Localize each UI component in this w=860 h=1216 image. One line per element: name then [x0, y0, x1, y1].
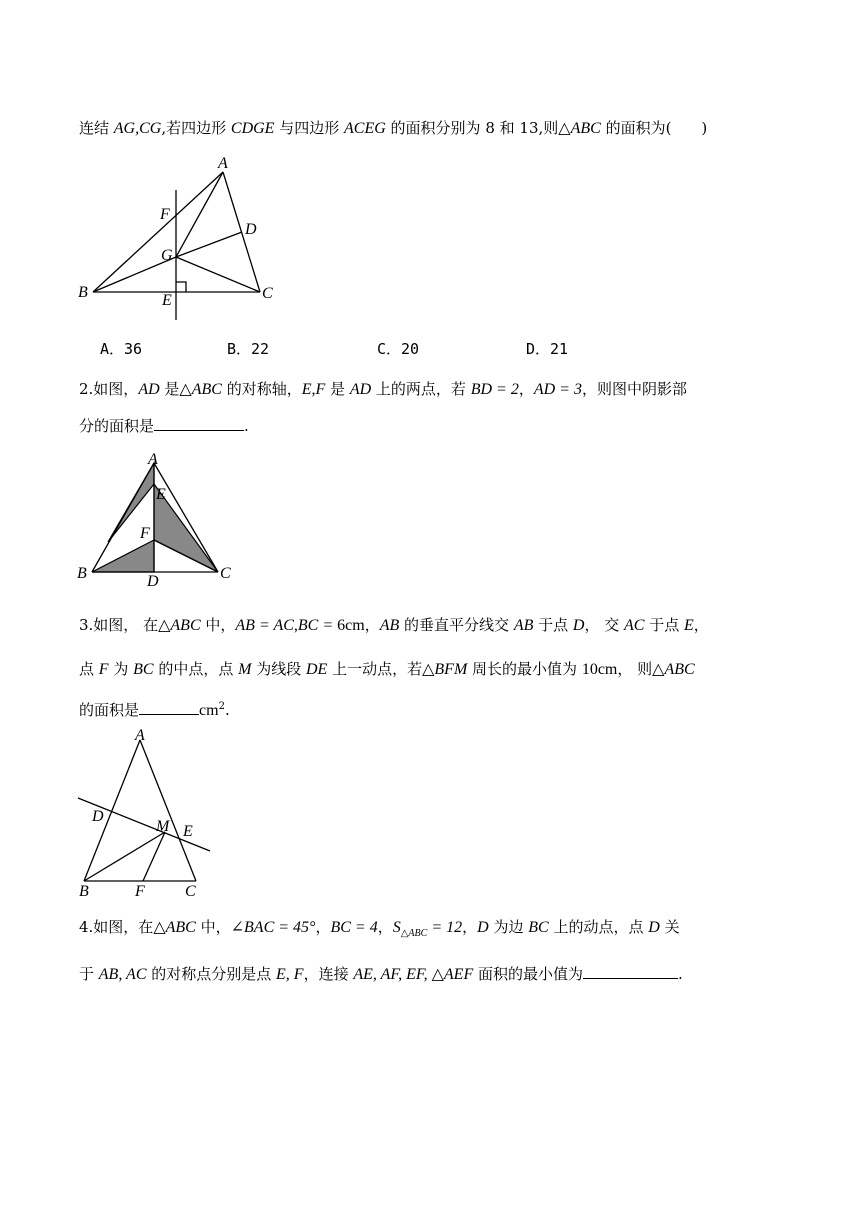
p2-label-E: E	[156, 486, 166, 503]
p3-label-C: C	[185, 883, 196, 900]
p1-label-E: E	[162, 292, 172, 309]
p1-label-C: C	[262, 285, 273, 302]
option-d[interactable]: D．21	[526, 340, 569, 358]
p1-label-A: A	[218, 155, 228, 172]
problem3-statement-line2: 点 F 为 BC 的中点，点 M 为线段 DE 上一动点，若△BFM 周长的最小值为 10cm， 则△ABC	[79, 660, 695, 678]
problem2-statement-line1: 2.如图，AD 是△ABC 的对称轴，E,F 是 AD 上的两点，若 BD = 2，AD = 3，则图中阴影部	[79, 380, 687, 398]
p2-label-D: D	[147, 573, 159, 590]
p2-label-A: A	[148, 451, 158, 468]
option-a[interactable]: A．36	[100, 340, 143, 358]
problem3-statement-line3: 的面积是 $cm^2$.	[79, 701, 230, 719]
p1-label-B: B	[78, 284, 88, 301]
p2-label-B: B	[77, 565, 87, 582]
p3-label-D: D	[92, 808, 104, 825]
problem1-statement: 连结 AG,CG,若四边形 CDGE 与四边形 ACEG 的面积分别为 8 和 13,则△ABC 的面积为( )	[79, 119, 708, 137]
answer-blank[interactable]	[583, 964, 678, 979]
p3-label-E: E	[183, 823, 193, 840]
p3-label-F: F	[135, 883, 145, 900]
option-b[interactable]: B．22	[227, 340, 270, 358]
problem2-statement-line2: 分的面积是 .	[79, 417, 249, 435]
problem3-statement-line1: 3.如图， 在△ABC 中，AB = AC,BC = 6cm，AB 的垂直平分线交 AB 于点 D， 交 AC 于点 E，	[79, 616, 709, 634]
p3-label-M: M	[156, 818, 170, 835]
p3-label-B: B	[79, 883, 89, 900]
problem4-statement-line2: 于 AB, AC 的对称点分别是点 E, F，连接 AE, AF, EF, △AEF 面积的最小值为 .	[79, 965, 683, 983]
problem4-statement-line1: 4.如图，在△ABC 中，∠BAC = 45°，BC = 4，$S_{\triangle ABC} = 12$，D 为边 BC 上的动点，点 D 关	[79, 918, 680, 939]
p2-label-C: C	[220, 565, 231, 582]
p1-label-G: G	[161, 247, 173, 264]
p1-label-F: F	[160, 206, 170, 223]
p2-label-F: F	[140, 525, 150, 542]
p3-label-A: A	[135, 727, 145, 744]
p1-label-D: D	[245, 221, 257, 238]
option-c[interactable]: C．20	[377, 340, 420, 358]
